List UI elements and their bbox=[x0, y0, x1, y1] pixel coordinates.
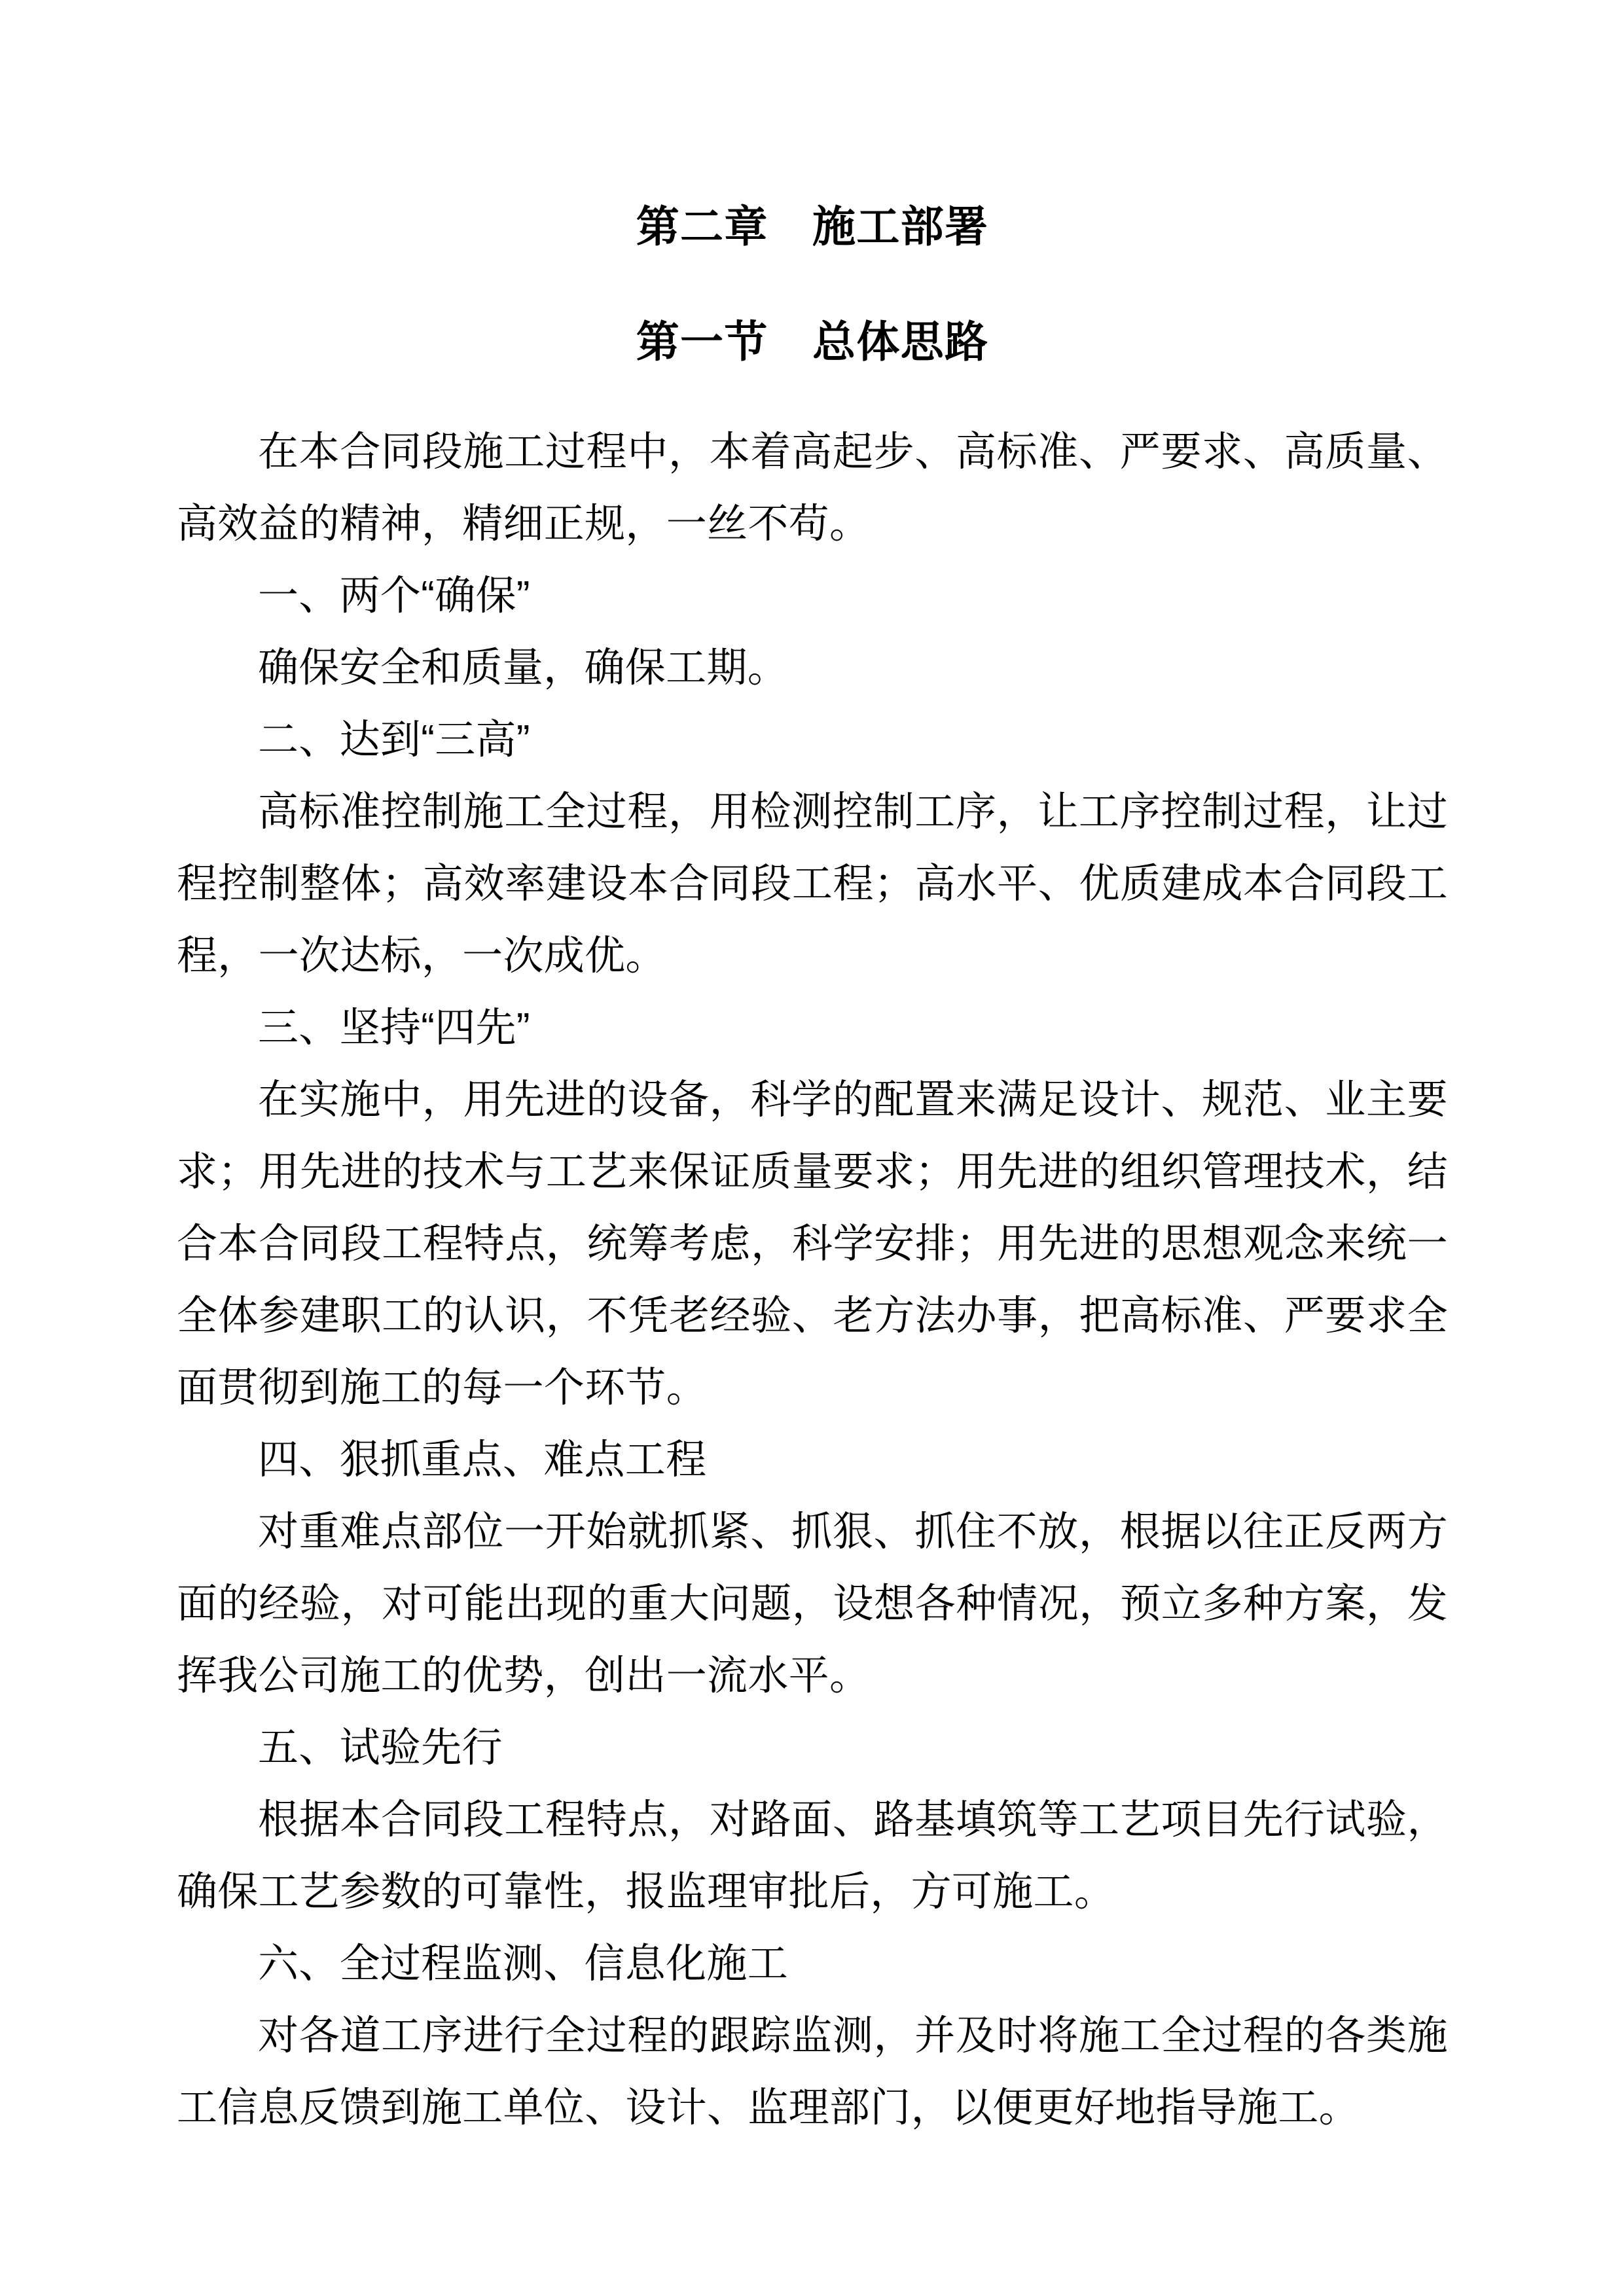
list-heading-3: 三、坚持“四先” bbox=[258, 1005, 530, 1050]
intro-paragraph: 在本合同段施工过程中，本着高起步、高标准、严要求、高质量、高效益的精神，精细正规，一丝不苟。 bbox=[177, 429, 1448, 547]
list-heading-6: 六、全过程监测、信息化施工 bbox=[258, 1941, 789, 1986]
list-body-1: 确保安全和质量，确保工期。 bbox=[258, 645, 789, 691]
list-heading-4: 四、狠抓重点、难点工程 bbox=[258, 1437, 707, 1482]
list-heading-2: 二、达到“三高” bbox=[258, 717, 530, 762]
page-content bbox=[177, 190, 1448, 2144]
list-body-4: 对重难点部位一开始就抓紧、抓狠、抓住不放，根据以往正反两方面的经验，对可能出现的重大问题，设想各种情况，预立多种方案，发挥我公司施工的优势，创出一流水平。 bbox=[177, 1509, 1448, 1698]
chapter-title: 第二章 施工部署 bbox=[636, 202, 989, 251]
list-body-5: 根据本合同段工程特点，对路面、路基填筑等工艺项目先行试验，确保工艺参数的可靠性，报监理审批后，方可施工。 bbox=[177, 1797, 1448, 1914]
list-body-3: 在实施中，用先进的设备，科学的配置来满足设计、规范、业主要求；用先进的技术与工艺来保证质量要求；用先进的组织管理技术，结合本合同段工程特点，统筹考虑，科学安排；用先进的思想观念来统一全体参建职工的认识，不凭老经验、老方法办事，把高标准、严要求全面贯彻到施工的每一个环节。 bbox=[177, 1077, 1448, 1410]
list-heading-1: 一、两个“确保” bbox=[258, 573, 530, 619]
list-heading-5: 五、试验先行 bbox=[258, 1725, 503, 1770]
section-title: 第一节 总体思路 bbox=[636, 317, 989, 366]
list-body-2: 高标准控制施工全过程，用检测控制工序，让工序控制过程，让过程控制整体；高效率建设本合同段工程；高水平、优质建成本合同段工程，一次达标，一次成优。 bbox=[177, 789, 1448, 978]
list-body-6: 对各道工序进行全过程的跟踪监测，并及时将施工全过程的各类施工信息反馈到施工单位、设计、监理部门，以便更好地指导施工。 bbox=[177, 2013, 1448, 2130]
